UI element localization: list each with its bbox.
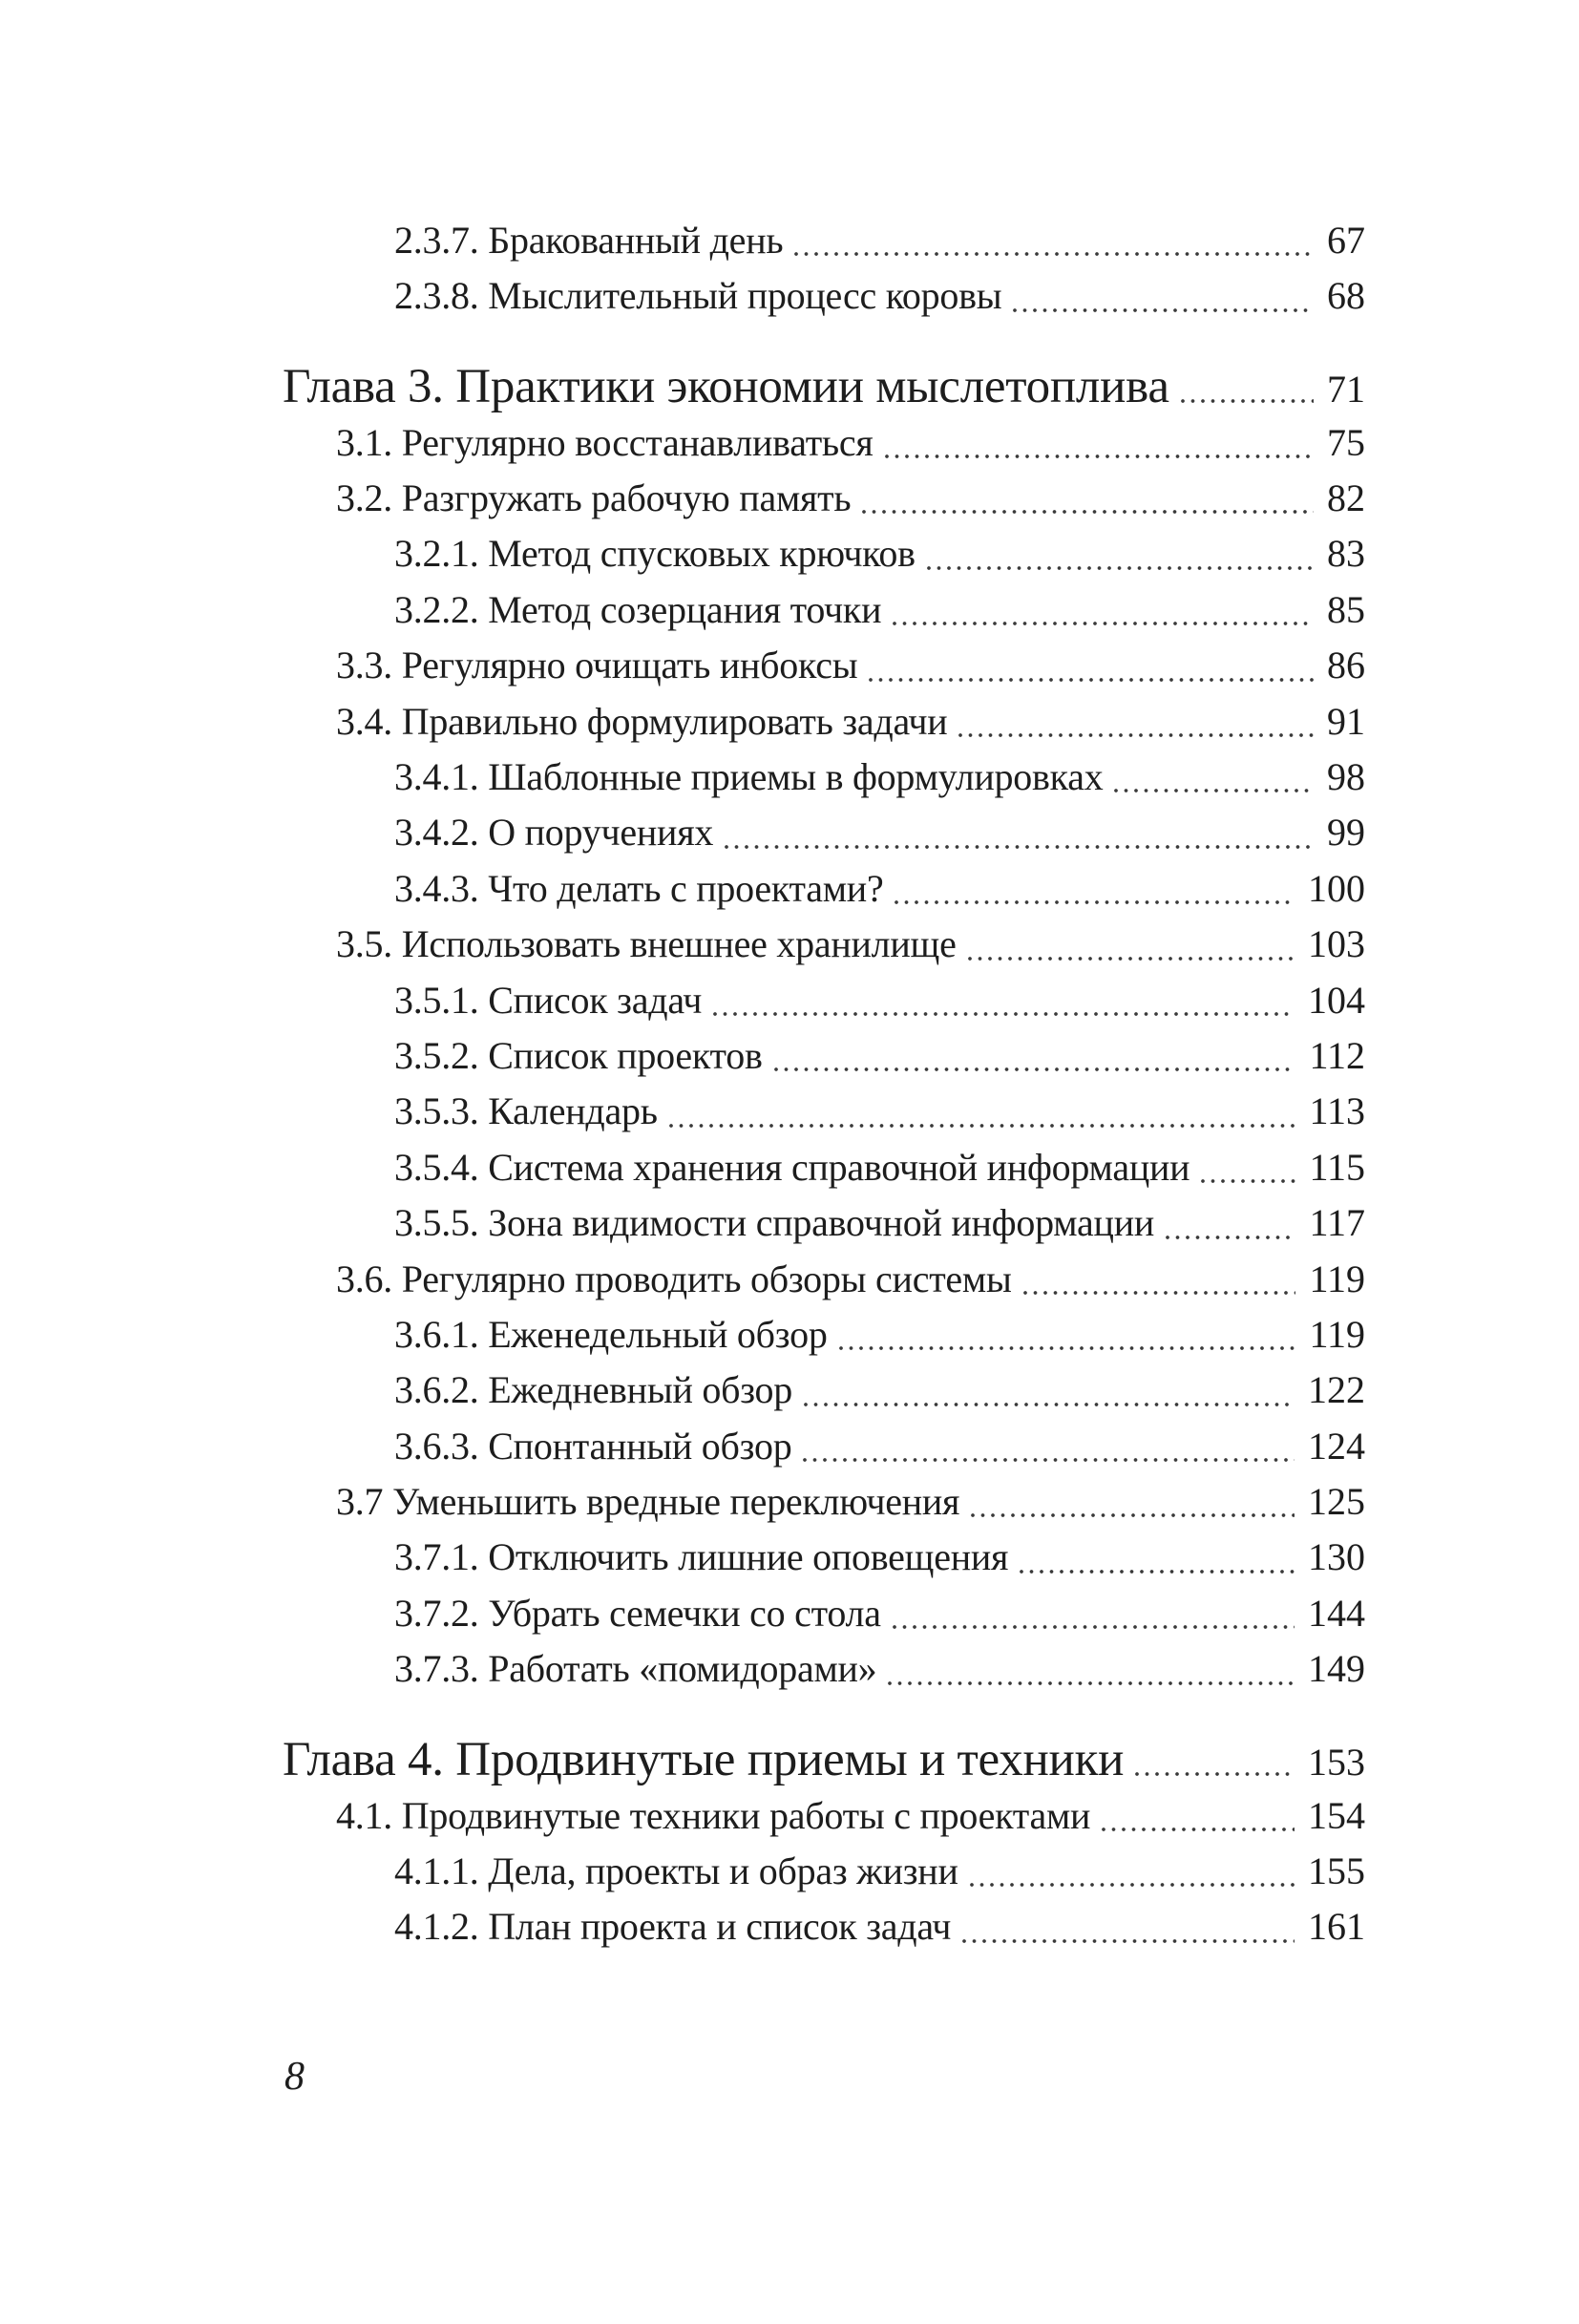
- toc-entry: [283, 694, 1365, 750]
- dot-leader: [1023, 1291, 1296, 1295]
- toc-entry-page-number: 125: [1308, 1480, 1365, 1524]
- toc-entry-page-number: 112: [1309, 1033, 1365, 1077]
- dot-leader: [1166, 1236, 1295, 1239]
- toc-entry-label: 4.1. Продвинутые техники работы с проектами: [336, 1793, 1091, 1837]
- toc-entry: [283, 1084, 1365, 1139]
- dot-leader: [893, 1625, 1295, 1629]
- dot-leader: [804, 1403, 1295, 1406]
- toc-entry-label: 3.5.4. Система хранения справочной информации: [394, 1145, 1190, 1189]
- toc-entry: [283, 861, 1365, 917]
- toc-entry-label: 3.5.2. Список проектов: [394, 1033, 763, 1077]
- toc-entry-label: 3.4. Правильно формулировать задачи: [336, 699, 948, 743]
- toc-entry-page-number: 122: [1308, 1368, 1365, 1412]
- toc-entry-page-number: 155: [1308, 1849, 1365, 1892]
- toc-entry-page-number: 113: [1309, 1089, 1365, 1133]
- toc-entry-page-number: 85: [1327, 587, 1365, 631]
- table-of-contents: [283, 213, 1365, 1955]
- dot-leader: [794, 252, 1314, 256]
- toc-entry-page-number: 100: [1308, 866, 1365, 910]
- toc-entry: [283, 268, 1365, 324]
- toc-entry: [283, 805, 1365, 860]
- toc-entry: [283, 1307, 1365, 1363]
- toc-entry: [283, 1641, 1365, 1697]
- toc-entry-label: 3.4.1. Шаблонные приемы в формулировках: [394, 755, 1104, 799]
- toc-entry: [283, 1419, 1365, 1474]
- toc-entry-label: 3.6.1. Еженедельный обзор: [394, 1312, 828, 1356]
- dot-leader: [1201, 1179, 1295, 1183]
- dot-leader: [885, 454, 1314, 458]
- toc-entry-label: Глава 3. Практики экономии мыслетоплива: [283, 360, 1169, 414]
- toc-chapter-entry: [283, 1732, 1365, 1787]
- toc-entry-label: 3.4.2. О поручениях: [394, 811, 714, 855]
- dot-leader: [958, 733, 1314, 737]
- toc-entry-label: 3.7 Уменьшить вредные переключения: [336, 1480, 960, 1524]
- toc-entry-page-number: 149: [1308, 1647, 1365, 1691]
- toc-entry-label: 3.5.5. Зона видимости справочной информации: [394, 1201, 1155, 1245]
- toc-entry: [283, 1028, 1365, 1084]
- dot-leader: [839, 1346, 1296, 1350]
- toc-entry-label: 3.1. Регулярно восстанавливаться: [336, 420, 874, 464]
- dot-leader: [862, 510, 1314, 514]
- toc-entry-label: 3.7.2. Убрать семечки со стола: [394, 1591, 881, 1635]
- toc-entry: [283, 526, 1365, 581]
- dot-leader: [927, 566, 1314, 570]
- dot-leader: [1020, 1570, 1295, 1574]
- toc-entry: [283, 471, 1365, 526]
- toc-entry-label: 3.5.3. Календарь: [394, 1089, 658, 1133]
- dot-leader: [1114, 789, 1314, 792]
- toc-entry-page-number: 117: [1309, 1201, 1365, 1245]
- toc-entry-page-number: 161: [1308, 1905, 1365, 1949]
- dot-leader: [713, 1012, 1295, 1016]
- toc-entry-label: 3.5. Использовать внешнее хранилище: [336, 922, 957, 966]
- dot-leader: [725, 845, 1314, 849]
- toc-entry-label: Глава 4. Продвинутые приемы и техники: [283, 1733, 1125, 1787]
- page-number: 8: [284, 2055, 305, 2099]
- toc-entry-label: 3.2. Разгружать рабочую память: [336, 476, 852, 520]
- toc-entry: [283, 638, 1365, 693]
- toc-entry-page-number: 119: [1309, 1257, 1365, 1300]
- toc-entry-page-number: 91: [1327, 699, 1365, 743]
- toc-entry: [283, 1844, 1365, 1899]
- toc-entry: [283, 1474, 1365, 1530]
- toc-chapter-entry: [283, 359, 1365, 414]
- toc-entry: [283, 582, 1365, 638]
- toc-entry-label: 4.1.2. План проекта и список задач: [394, 1905, 952, 1949]
- toc-entry-label: 3.6.2. Ежедневный обзор: [394, 1368, 793, 1412]
- dot-leader: [962, 1939, 1295, 1943]
- dot-leader: [968, 957, 1295, 961]
- toc-entry: [283, 1530, 1365, 1585]
- toc-entry-page-number: 83: [1327, 532, 1365, 576]
- toc-entry-label: 4.1.1. Дела, проекты и образ жизни: [394, 1849, 958, 1892]
- toc-entry-label: 3.2.1. Метод спусковых крючков: [394, 532, 916, 576]
- toc-entry-page-number: 153: [1308, 1741, 1365, 1785]
- toc-entry-page-number: 75: [1327, 420, 1365, 464]
- toc-entry: [283, 213, 1365, 268]
- toc-entry: [283, 1899, 1365, 1954]
- toc-entry-page-number: 103: [1308, 922, 1365, 966]
- toc-entry-label: 3.2.2. Метод созерцания точки: [394, 587, 882, 631]
- toc-entry-page-number: 154: [1308, 1793, 1365, 1837]
- toc-entry-label: 3.3. Регулярно очищать инбоксы: [336, 644, 858, 687]
- toc-entry-page-number: 82: [1327, 476, 1365, 520]
- toc-entry: [283, 415, 1365, 471]
- toc-entry-label: 3.4.3. Что делать с проектами?: [394, 866, 884, 910]
- toc-entry-page-number: 68: [1327, 274, 1365, 318]
- toc-entry-page-number: 99: [1327, 811, 1365, 855]
- dot-leader: [1135, 1772, 1295, 1776]
- dot-leader: [1013, 308, 1314, 312]
- toc-entry-label: 3.6. Регулярно проводить обзоры системы: [336, 1257, 1012, 1300]
- toc-entry-page-number: 67: [1327, 219, 1365, 262]
- toc-entry-page-number: 119: [1309, 1312, 1365, 1356]
- toc-entry: [283, 1363, 1365, 1418]
- dot-leader: [803, 1458, 1295, 1462]
- dot-leader: [893, 622, 1314, 625]
- toc-entry: [283, 1140, 1365, 1195]
- toc-entry-page-number: 115: [1309, 1145, 1365, 1189]
- toc-entry-label: 3.7.1. Отключить лишние оповещения: [394, 1535, 1009, 1579]
- dot-leader: [869, 678, 1314, 682]
- toc-entry: [283, 1195, 1365, 1251]
- dot-leader: [1102, 1828, 1295, 1831]
- toc-entry-page-number: 130: [1308, 1535, 1365, 1579]
- dot-leader: [1181, 399, 1314, 403]
- dot-leader: [888, 1681, 1295, 1685]
- toc-entry: [283, 1252, 1365, 1307]
- toc-entry-page-number: 104: [1308, 978, 1365, 1022]
- toc-entry-label: 3.6.3. Спонтанный обзор: [394, 1424, 792, 1468]
- toc-entry-page-number: 124: [1308, 1424, 1365, 1468]
- toc-entry: [283, 917, 1365, 972]
- dot-leader: [669, 1124, 1296, 1128]
- dot-leader: [971, 1513, 1295, 1517]
- dot-leader: [970, 1883, 1295, 1887]
- toc-entry-page-number: 86: [1327, 644, 1365, 687]
- toc-entry: [283, 973, 1365, 1028]
- dot-leader: [895, 900, 1295, 904]
- toc-entry-page-number: 98: [1327, 755, 1365, 799]
- toc-entry-label: 3.5.1. Список задач: [394, 978, 703, 1022]
- toc-entry-label: 2.3.7. Бракованный день: [394, 219, 784, 262]
- dot-leader: [774, 1067, 1296, 1071]
- toc-entry-page-number: 71: [1327, 368, 1365, 412]
- toc-entry: [283, 1586, 1365, 1641]
- toc-entry-label: 3.7.3. Работать «помидорами»: [394, 1647, 877, 1691]
- toc-entry-label: 2.3.8. Мыслительный процесс коровы: [394, 274, 1002, 318]
- toc-entry: [283, 750, 1365, 805]
- toc-entry-page-number: 144: [1308, 1591, 1365, 1635]
- toc-entry: [283, 1788, 1365, 1844]
